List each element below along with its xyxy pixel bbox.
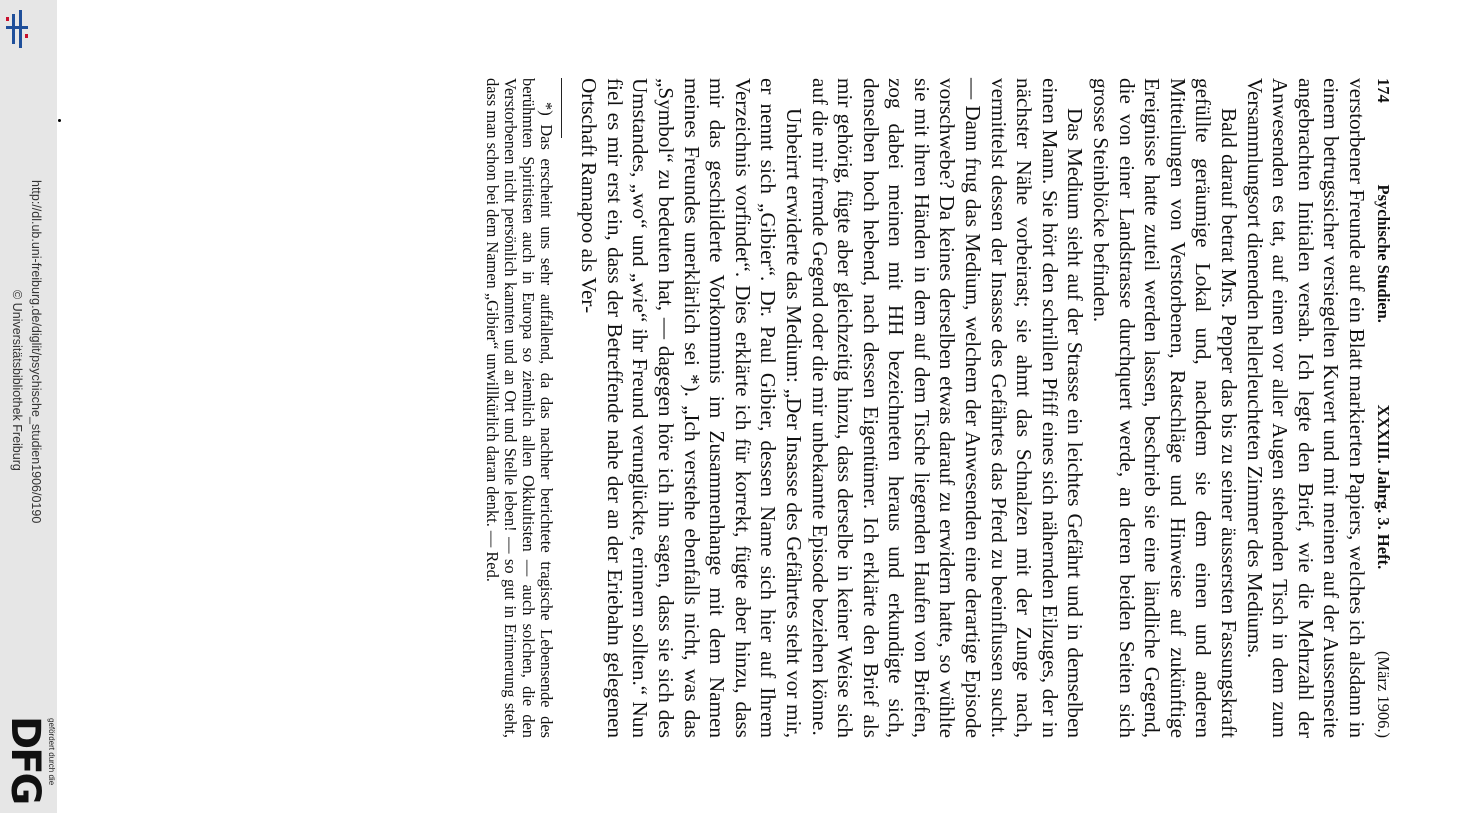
volume-issue: XXXIII. Jahrg. 3. Heft. [1374,404,1393,570]
scanned-page [190,78,1395,738]
dfg-caption: gefördert durch die [47,718,56,786]
source-url[interactable]: http://dl.ub.uni-freiburg.de/diglit/psychische_studien1906/0190 [29,180,43,524]
footnote-text: *) Das erscheint uns sehr auffallend, da das nachher berichtete tragische Lebensende des berühmten Spiritisten auch in Europa so ziemlich allen Okkultisten — auch solchen, die den Verstorbenen nicht persönlich kannten und an Ort und Stelle leben! — so gut in Erinnerung steht, dass man schon bei dem Namen „Gibier“ unwillkürlich daran denkt. — Red. [483,78,556,738]
issue-date: (März 1906.) [1374,650,1393,738]
paragraph: Unbeirrt erwiderte das Medium: „Der Insasse des Gefährtes steht vor mir, er nennt sich „Gibier“. Dr. Paul Gibier, dessen Name sich hier auf Ihrem Verzeichnis vorfindet“. Dies erklärte ich für korrekt, fügte aber hinzu, dass mir das geschilderte Vorkommnis im Zusammenhange mit dem Namen meines Freundes unerklärlich sei *). „Ich verstehe ebenfalls nicht, was das „Symbol“ zu bedeuten hat, — dagegen höre ich ihn sagen, dass sie sich des Umstandes, „wo“ und „wie“ ihr Freund verunglückte, erinnern sollten.“ Nun fiel es mir erst ein, dass der Betreffende nahe der an der Eriebahn gelegenen Ortschaft Ramapoo als Ver- [577,78,806,738]
scan-speck [58,119,61,122]
viewer-sidebar [0,0,57,813]
paragraph: verstorbener Freunde auf ein Blatt markierten Papiers, welches ich alsdann in einem betrugssicher versiegelten Kuvert und mit meinen auf der Aussenseite angebrachten Initialen versah. Ich legte den Brief, wie die Mehrzahl der Anwesenden es tat, auf einen vor aller Augen stehenden Tisch in dem zum Versammlungsort dienenden hellerleuchteten Zimmer des Mediums. [1242,78,1369,738]
paragraph: Bald darauf betrat Mrs. Pepper das bis zu seiner äussersten Fassungskraft gefüllte geräumige Lokal und, nachdem sie dem einen und anderen Mitteilungen von Verstorbenen, Ratschläge und Hinweise auf zukünftige Ereignisse hatte zuteil werden lassen, beschrieb sie eine ländliche Gegend, die von einer Landstrasse durchquert werde, an deren beiden Seiten sich grosse Steinblöcke befinden. [1089,78,1242,738]
running-header [1371,78,1395,738]
page-number: 174 [1374,78,1393,103]
paragraph: Das Medium sieht auf der Strasse ein leichtes Gefährt und in demselben einen Mann. Sie hört den schrillen Pfiff eines sich nähernden Eilzuges, der in nächster Nähe vorbeirast; sie ahmt das Schnalzen mit der Zunge nach, vermittelst dessen der Insasse des Gefährtes das Pferd zu beeinflussen sucht. — Dann frug das Medium, welchem der Anwesenden eine derartige Episode vorschwebe? Da keines derselben etwas darauf zu erwidern hatte, so wühlte sie mit ihren Händen in dem auf dem Tische liegenden Haufen von Briefen, zog dabei meinen mit HH bezeichneten heraus und erkundigte sich, denselben hoch hebend, nach dessen Eigentümer. Ich erklärte den Brief als mir gehörig, fügte aber gleichzeitig hinzu, dass derselbe in keiner Weise sich auf die mir fremde Gegend oder die mir unbekannte Episode beziehen könne. [807,78,1088,738]
footnote [483,78,554,738]
journal-title: Psychische Studien. [1374,184,1393,323]
dfg-logo: DFG [2,716,48,804]
copyright-notice: © Universitätsbibliothek Freiburg [10,290,24,471]
footnote-divider [561,78,562,138]
body-text [576,78,1369,738]
